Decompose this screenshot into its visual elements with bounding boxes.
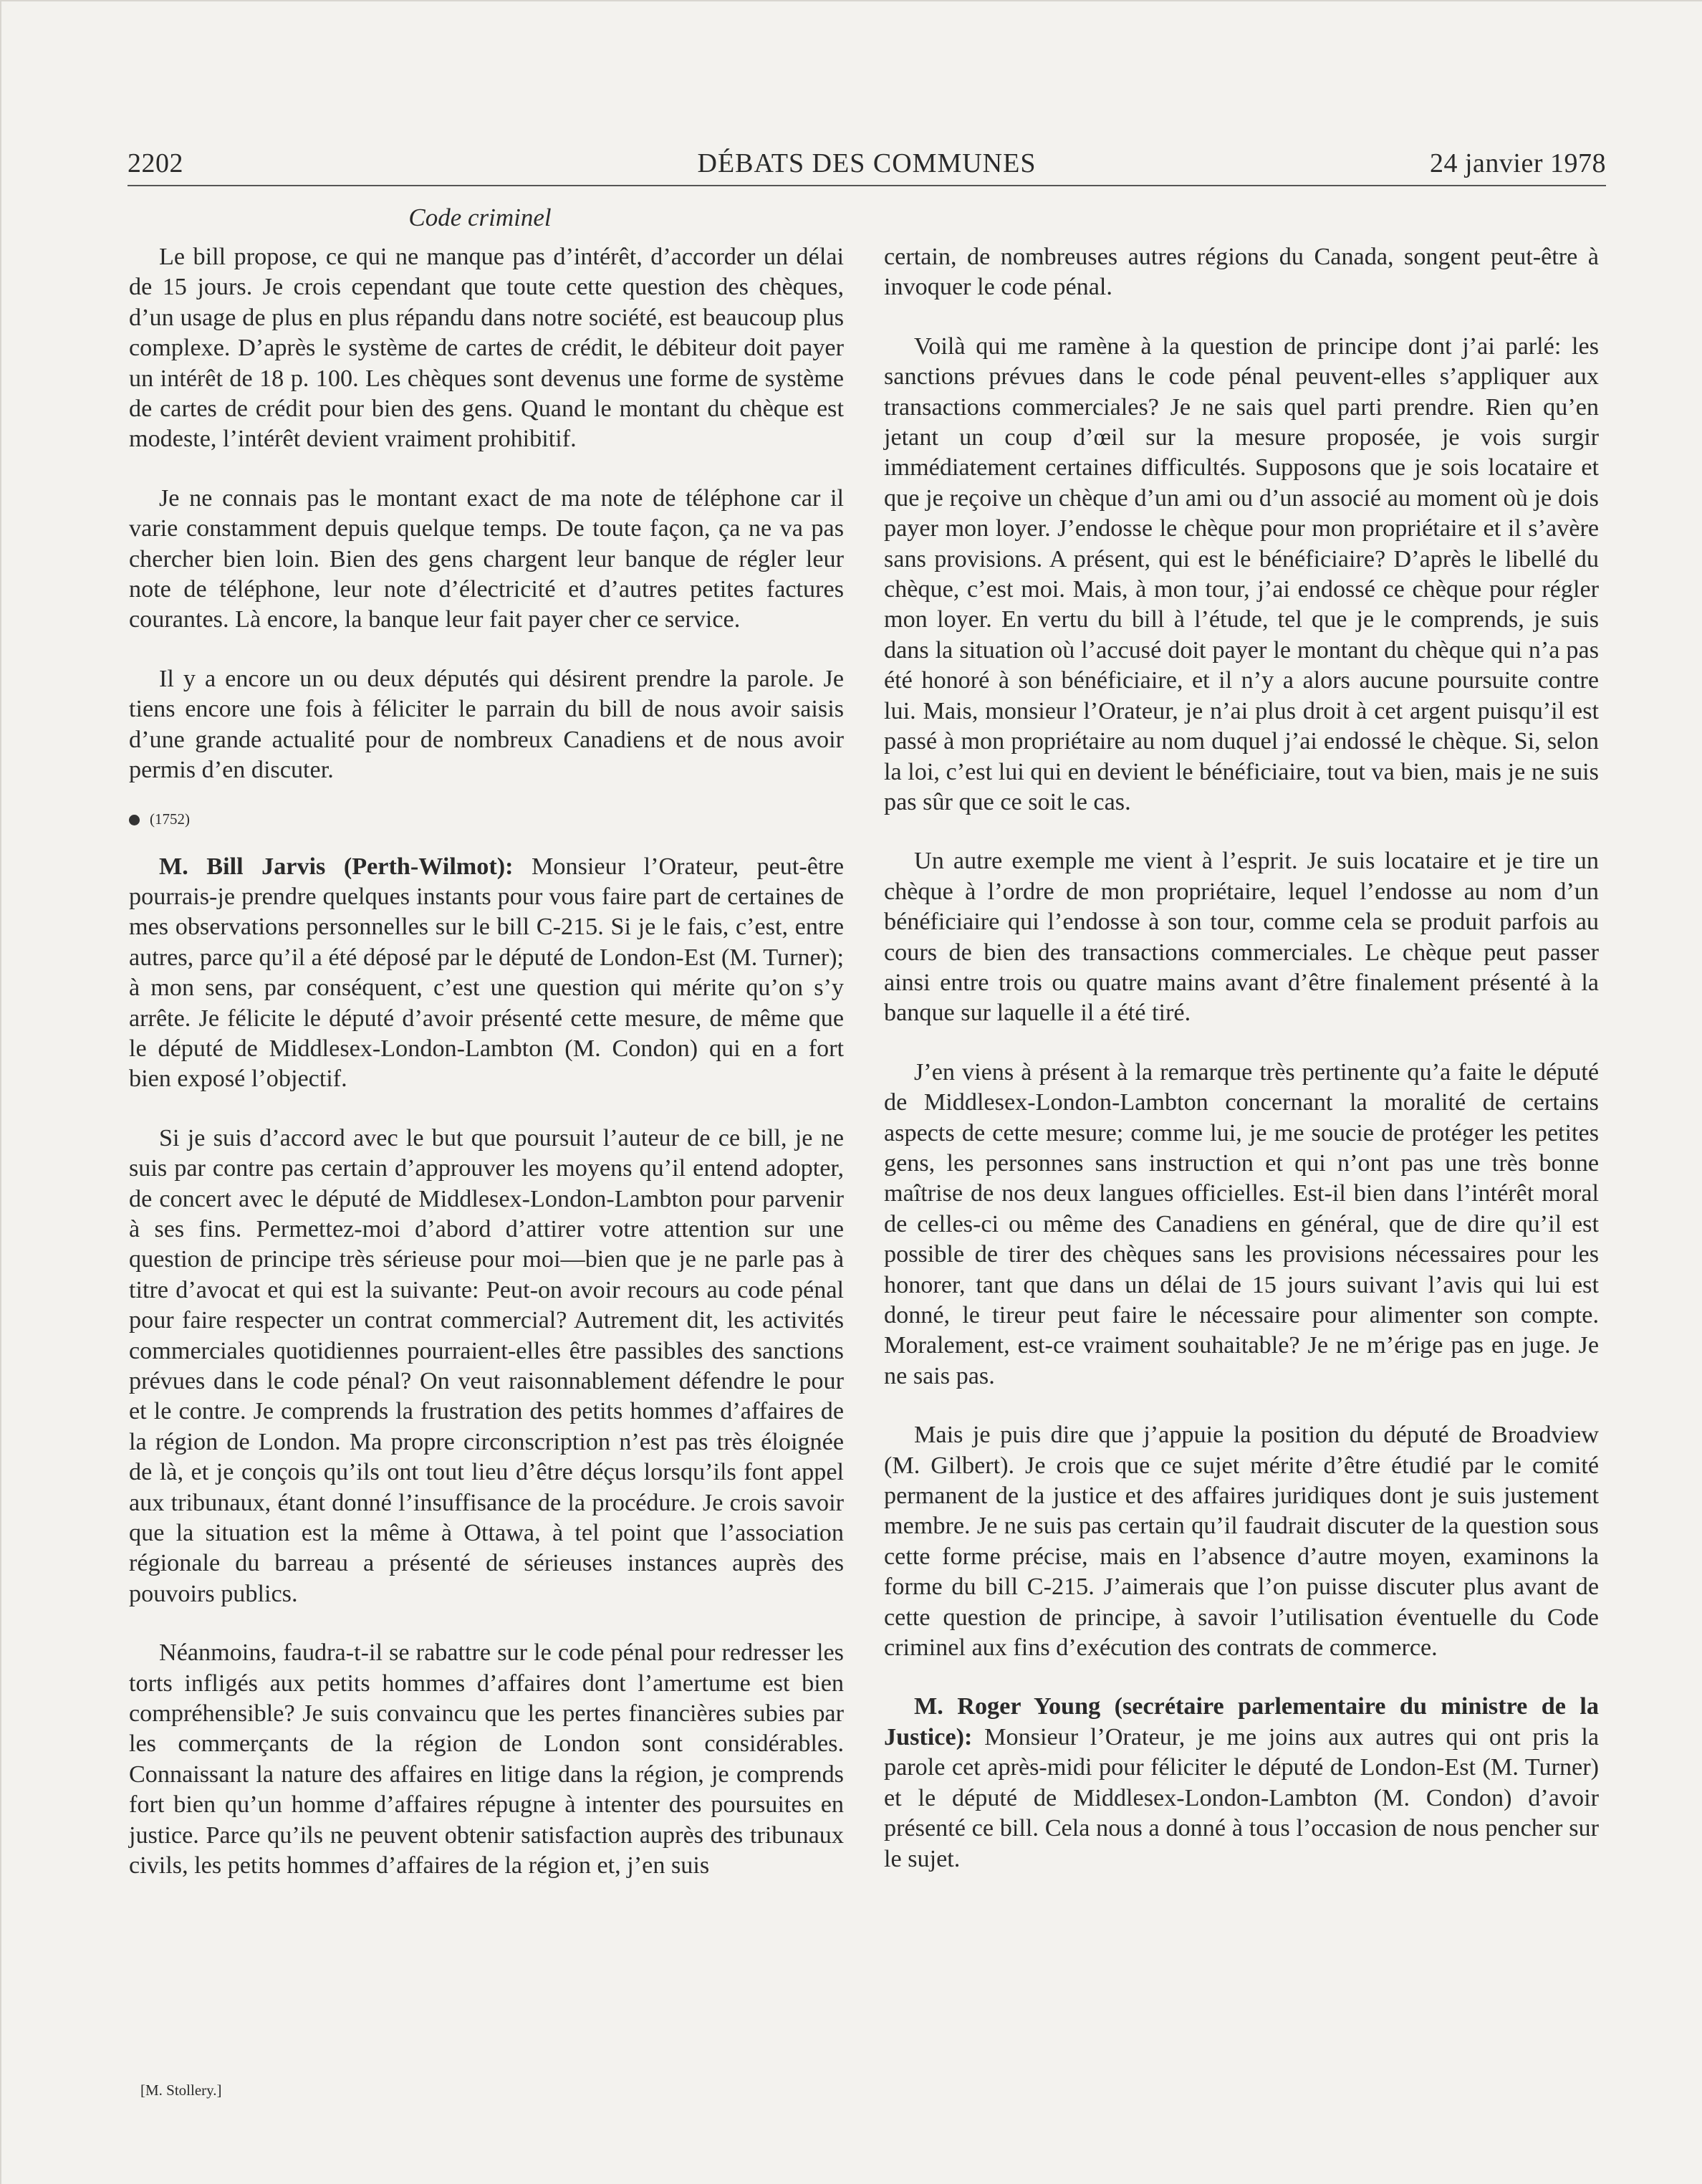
paragraph: Il y a encore un ou deux députés qui désirent prendre la parole. Je tiens encore une fois à féliciter le parrain du bill de nous avoir saisis d’une grande actualité pour de nombreux Canadiens et de nous avoir permis d’en discuter.	[129, 665, 844, 784]
header-date: 24 janvier 1978	[1429, 148, 1606, 178]
page-number: 2202	[128, 148, 183, 178]
paragraph: Mais je puis dire que j’appuie la position du député de Broadview (M. Gilbert). Je crois que ce sujet mérite d’être étudié par le comité permanent de la justice et des affaires juridiques dont je suis justement membre. Je ne suis pas certain qu’il faudrait discuter de la question sous cette forme précise, mais en l’absence d’autre moyen, examinons la forme du bill C-215. J’aimerais que l’on puisse discuter plus avant de cette question de principe, à savoir l’utilisation éventuelle du Code criminel aux fins d’exécution des contrats de commerce.	[884, 1422, 1599, 1662]
left-column	[129, 242, 844, 1882]
speech-paragraph	[129, 852, 844, 1095]
paragraph: Néanmoins, faudra-t-il se rabattre sur le code pénal pour redresser les torts infligés aux petits hommes d’affaires dont l’amertume est bien compréhensible? Je suis convaincu que les pertes financières subies par les commerçants de la région de London sont considérables. Connaissant la nature des affaires en litige dans la région, je comprends fort bien qu’un homme d’affaires répugne à intenter des poursuites en justice. Parce qu’ils ne peuvent obtenir satisfaction auprès des tribunaux civils, les petits hommes d’affaires de la région et, j’en suis	[129, 1639, 844, 1879]
paragraph: Un autre exemple me vient à l’esprit. Je suis locataire et je tire un chèque à l’ordre de mon propriétaire, lequel l’endosse au nom d’un bénéficiaire qui l’endosse à son tour, comme cela se produit parfois au cours de bien des transactions commerciales. Le chèque peut passer ainsi entre trois ou quatre mains avant d’être finalement présenté à la banque sur laquelle il a été tiré.	[884, 848, 1599, 1027]
page-header	[128, 148, 1606, 185]
bullet-icon	[129, 815, 140, 825]
time-marker-label: (1752)	[150, 810, 190, 828]
paragraph: Si je suis d’accord avec le but que poursuit l’auteur de ce bill, je ne suis par contre pas certain d’approuver les moyens qu’il entend adopter, de concert avec le député de Middlesex-London-Lambton pour parvenir à ses fins. Permettez-moi d’abord d’attirer votre attention sur une question de principe très sérieuse pour moi—bien que je ne parle pas à titre d’avocat et qui est la suivante: Peut-on avoir recours au code pénal pour faire respecter un contrat commercial? Autrement dit, les activités commerciales quotidiennes pourraient-elles être passibles des sanctions prévues dans le code pénal? On veut raisonnablement défendre le pour et le contre. Je comprends la frustration des petits hommes d’affaires de la région de London. Ma propre circonscription n’est pas très éloignée de là, et je conçois qu’ils ont tout lieu d’être déçus lorsqu’ils font appel aux tribunaux, étant donné l’insuffisance de la procédure. Je crois savoir que la situation est la même à Ottawa, à tel point que l’association régionale du barreau a présenté de sérieuses instances auprès des pouvoirs publics.	[129, 1124, 844, 1607]
footer-note: [M. Stollery.]	[140, 2082, 222, 2099]
time-marker	[129, 805, 844, 833]
paragraph: Je ne connais pas le montant exact de ma note de téléphone car il varie constamment depuis quelque temps. De toute façon, ça ne va pas chercher bien loin. Bien des gens chargent leur banque de régler leur note de téléphone, leur note d’électricité et d’autres petites factures courantes. Là encore, la banque leur fait payer cher ce service.	[129, 484, 844, 633]
speech-paragraph	[884, 1692, 1599, 1874]
speech-text: Monsieur l’Orateur, je me joins aux autres qui ont pris la parole cet après-midi pour féliciter le député de London-Est (M. Turner) et le député de Middlesex-London-Lambton (M. Condon) d’avoir présenté ce bill. Cela nous a donné à tous l’occasion de nous pencher sur le sujet.	[884, 1723, 1599, 1872]
paragraph: J’en viens à présent à la remarque très pertinente qu’a faite le député de Middlesex-London-Lambton concernant la moralité de certains aspects de cette mesure; comme lui, je me soucie de protéger les petites gens, les personnes sans instruction et qui n’ont pas une très bonne maîtrise de nos deux langues officielles. Est-il bien dans l’intérêt moral de celles-ci ou même des Canadiens en général, que de dire qu’il est possible de tirer des chèques sans les provisions nécessaires pour les honorer, tant que dans un délai de 15 jours suivant l’avis qui lui est donné, le tireur peut faire le nécessaire pour alimenter son compte. Moralement, est-ce vraiment souhaitable? Je ne m’érige pas en juge. Je ne sais pas.	[884, 1058, 1599, 1389]
paragraph: Le bill propose, ce qui ne manque pas d’intérêt, d’accorder un délai de 15 jours. Je crois cependant que toute cette question des chèques, d’un usage de plus en plus répandu dans notre société, est beaucoup plus complexe. D’après le système de cartes de crédit, le débiteur doit payer un intérêt de 18 p. 100. Les chèques sont devenus une forme de système de cartes de crédit pour bien des gens. Quand le montant du chèque est modeste, l’intérêt devient vraiment prohibitif.	[129, 244, 844, 453]
header-rule	[128, 185, 1606, 186]
right-column	[884, 242, 1599, 1874]
section-title: Code criminel	[408, 203, 552, 231]
paragraph: Voilà qui me ramène à la question de principe dont j’ai parlé: les sanctions prévues dans le code pénal peuvent-elles s’appliquer aux transactions commerciales? Je ne sais quel parti prendre. Rien qu’en jetant un coup d’œil sur la mesure proposée, je vois surgir immédiatement certaines difficultés. Supposons que je sois locataire et que je reçoive un chèque d’un ami ou d’un associé au moment où je dois payer mon loyer. J’endosse le chèque pour mon propriétaire et il s’avère sans provisions. A présent, qui est le bénéficiaire? D’après le libellé du chèque, c’est moi. Mais, à mon tour, j’ai endossé ce chèque pour régler mon loyer. En vertu du bill à l’étude, tel que je le comprends, je suis dans la situation où l’accusé doit payer le montant du chèque qui n’a pas été honoré à son bénéficiaire, et il n’y a alors aucune poursuite contre lui. Mais, monsieur l’Orateur, je n’ai plus droit à cet argent puisqu’il est passé à mon propriétaire au nom duquel j’ai endossé le chèque. Si, selon la loi, c’est lui qui en devient le bénéficiaire, tout va bien, mais je ne suis pas sûr que ce soit le cas.	[884, 332, 1599, 815]
speaker-name: M. Roger Young (secrétaire parlementaire du ministre de la Justice):	[884, 1693, 1599, 1750]
speaker-name: M. Bill Jarvis (Perth-Wilmot):	[159, 853, 514, 880]
speech-text: Monsieur l’Orateur, peut-être pourrais-je prendre quelques instants pour vous faire part de certaines de mes observations personnelles sur le bill C-215. Si je le fais, c’est, entre autres, parce qu’il a été déposé par le député de London-Est (M. Turner); à mon sens, par conséquent, c’est une question qui mérite qu’on s’y arrête. Je félicite le député d’avoir présenté cette mesure, de même que le député de Middlesex-London-Lambton (M. Condon) qui en a fort bien exposé l’objectif.	[129, 853, 844, 1093]
publication-title: DÉBATS DES COMMUNES	[697, 148, 1037, 178]
paragraph: certain, de nombreuses autres régions du Canada, songent peut-être à invoquer le code pénal.	[884, 244, 1599, 301]
